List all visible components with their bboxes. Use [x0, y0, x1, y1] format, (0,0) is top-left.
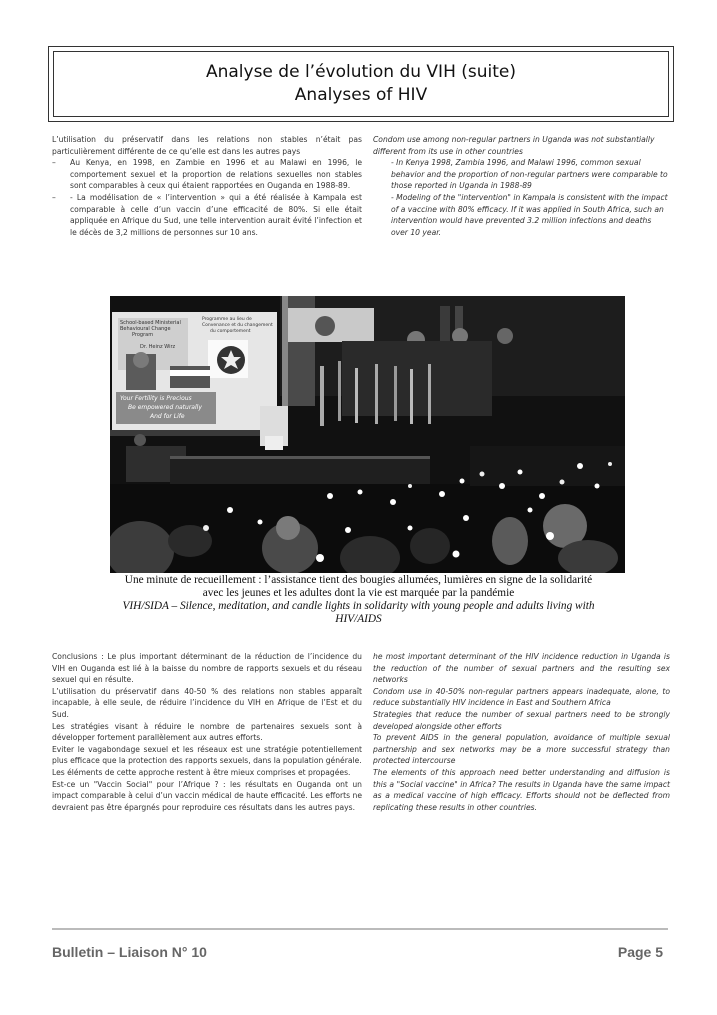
bottom-left-paragraph-3: Les stratégies visant à réduire le nombre de partenaires sexuels sont à développer fortement parallèlement aux autres efforts.: [52, 721, 362, 743]
bottom-right-paragraph-1: he most important determinant of the HIV incidence reduction in Uganda is the reduction of the number of sexual partners and the resulting sex networks: [373, 652, 670, 685]
bottom-left-paragraph-1: Conclusions : Le plus important déterminant de la réduction de l’incidence du VIH en Ouganda est lié à la baisse du nombre de rapports sexuels et du réseau sexuel qui en résulte.: [52, 652, 362, 685]
top-left-bullet-1-text: Au Kenya, en 1998, en Zambie en 1996 et au Malawi en 1996, le comportement sexuel et la proportion de relations sexuelles non stables sont comparables à ceux qui étaient rapportées en Ouganda en 1988-89.: [70, 158, 362, 191]
screen-text-l1: School-based Ministerial: [120, 320, 181, 326]
bottom-right-paragraph-3: Strategies that reduce the number of sexual partners need to be strongly developed alongside other efforts: [373, 709, 670, 731]
footer-rule: [52, 928, 668, 930]
title-box: [48, 46, 674, 122]
title-inner-frame: [53, 51, 669, 117]
conference-photo: [110, 296, 625, 573]
top-right-intro: Condom use among non-regular partners in Uganda was not substantially different from its use in other countries: [373, 135, 655, 156]
bottom-left-paragraph-2: L’utilisation du préservatif dans 40-50 % des relations non stables apparaît incapable, à elle seule, de réduire l’incidence du VIH en Afrique de l’Est et du Sud.: [52, 686, 362, 719]
bottom-right-column: [373, 651, 670, 813]
bottom-left-paragraph-5: Les éléments de cette approche restent à être mieux comprises et propagées.: [52, 767, 351, 777]
bottom-left-paragraph-6: Est-ce un "Vaccin Social" pour l’Afrique ? : les résultats en Ouganda ont un impact comparable à celui d’un vaccin médical de haute efficacité. Les efforts ne devraient pas être épargnés pour reproduire ces résultats dans les autres pays.: [52, 779, 362, 812]
top-left-bullet-2: [52, 192, 362, 238]
bottom-right-paragraph-2: Condom use in 40-50% non-regular partners appears inadequate, alone, to reduce substantially HIV incidence in East and Southern Africa: [373, 686, 670, 708]
screen-text-r2: Convenance et du changement: [202, 323, 273, 328]
dash-bullet: –: [52, 158, 56, 168]
screen-text-l4: Dr. Heinz Wirz: [140, 344, 176, 350]
footer-bulletin-label: Bulletin – Liaison N° 10: [52, 944, 207, 960]
screen-text-s1: Your Fertility is Precious: [120, 395, 192, 402]
bottom-left-column: [52, 651, 362, 813]
dash-bullet: –: [52, 192, 56, 202]
screen-text-s2: Be empowered naturally: [128, 404, 202, 411]
top-left-bullet-2-text: - La modélisation de « l’intervention » qui a été réalisée à Kampala est comparable à celle d’un vaccin d’une efficacité de 80%. Si elle était appliquée en Afrique du Sud, une telle intervention aurait évité l’infection et le décès de 3,2 millions de personnes sur 10 ans.: [70, 192, 362, 237]
bottom-left-paragraph-4: Eviter le vagabondage sexuel et les réseaux est une stratégie potentiellement plus efficace que la protection des rapports sexuels, dans la population générale.: [52, 744, 362, 766]
screen-text-r1: Programme au lieu de: [202, 317, 252, 322]
top-left-bullet-1: [52, 157, 362, 192]
caption-en-line-1: VIH/SIDA – Silence, meditation, and candle lights in solidarity with young people and adults living with: [122, 600, 595, 612]
top-left-column: [52, 134, 362, 238]
top-right-item-2: - Modeling of the "intervention" in Kampala is consistent with the impact of a vaccine with 80% efficacy. If it was applied in South Africa, such an intervention would have prevented 3.2 million infections and deaths over 10 year.: [391, 192, 668, 237]
page-title-fr: Analyse de l’évolution du VIH (suite): [205, 62, 517, 82]
photo-caption: [60, 574, 657, 626]
top-left-intro: L’utilisation du préservatif dans les relations non stables n’était pas particulièrement différente de ce qu’elle est dans les autres pays: [52, 135, 362, 156]
footer-page-number: Page 5: [617, 944, 663, 960]
caption-fr-line-1: Une minute de recueillement : l’assistance tient des bougies allumées, lumières en signe de la solidarité: [124, 574, 593, 586]
page-title-en: Analyses of HIV: [294, 85, 428, 105]
top-right-item-1: - In Kenya 1998, Zambia 1996, and Malawi 1996, common sexual behavior and the proportion of non-regular partners were comparable to those reported in Uganda in 1988-89: [391, 158, 668, 191]
caption-fr-line-2: avec les jeunes et les adultes dont la vie est marquée par la pandémie: [202, 587, 515, 599]
bottom-right-paragraph-5: The elements of this approach need better understanding and diffusion is this a "Social vaccine" in Africa? The results in Uganda have the same impact as a medical vaccine of high efficacy. Efforts should not be deflected from replicating these results in other countries.: [373, 767, 670, 812]
screen-text-l3: Program: [132, 332, 154, 338]
caption-en-line-2: HIV/AIDS: [335, 613, 382, 625]
top-right-column: [373, 134, 670, 238]
screen-text-s3: And for Life: [150, 413, 185, 420]
conference-photo-drawing: [110, 296, 625, 573]
bottom-right-paragraph-4: To prevent AIDS in the general population, avoidance of multiple sexual partnership and sex networks may be a more successful strategy than protected intercourse: [373, 733, 670, 766]
screen-text-r3: du comportement: [210, 329, 251, 334]
screen-text-l2: Behavioural Change: [120, 326, 171, 332]
